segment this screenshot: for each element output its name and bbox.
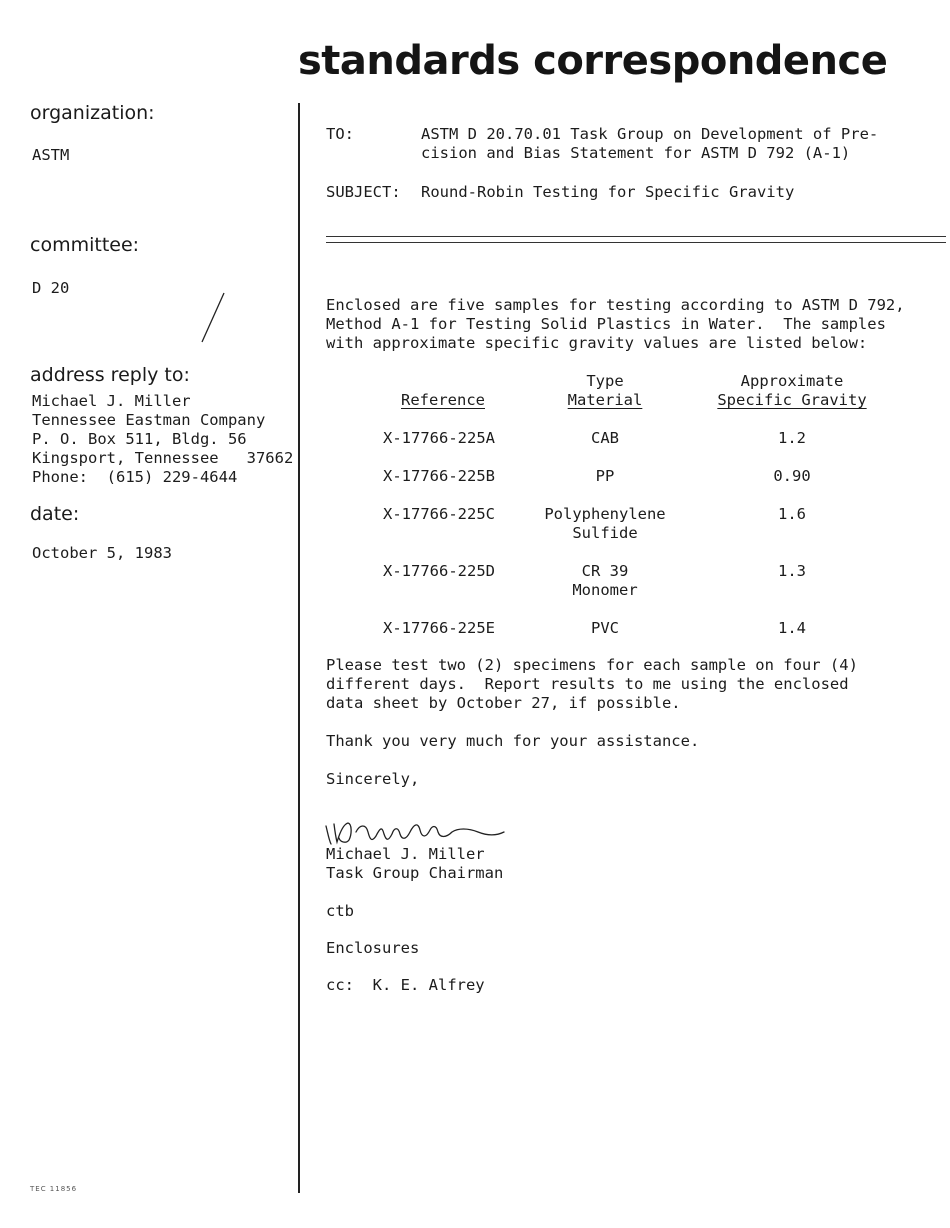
table-header-reference: Reference [401,391,485,409]
subject-label: SUBJECT: [326,183,401,201]
enclosures-line: Enclosures [326,939,420,957]
table-cell-sg: 1.6 [778,505,806,523]
table-header-material: Material [567,391,643,409]
form-code: TEC 11856 [30,1185,78,1193]
page-title: standards correspondence [298,38,888,84]
request-line: Please test two (2) specimens for each sample on four (4) [326,656,858,674]
table-cell-sg: 1.2 [778,429,806,447]
table-cell-sg: 1.3 [778,562,806,580]
table-cell-reference: X-17766-225D [383,562,495,580]
table-cell-reference: X-17766-225E [383,619,495,637]
signer-name: Michael J. Miller [326,845,485,863]
table-cell-type: PP [595,467,615,485]
vertical-divider [298,103,300,1193]
table-header-type: Type [586,372,624,390]
subject-value: Round-Robin Testing for Specific Gravity [421,183,795,201]
address-label: address reply to: [30,364,190,386]
table-cell-reference: X-17766-225B [383,467,495,485]
double-rule-divider [326,236,946,243]
organization-label: organization: [30,102,155,124]
thanks-line: Thank you very much for your assistance. [326,732,700,750]
table-cell-type: Polyphenylene [544,505,666,523]
intro-line: with approximate specific gravity values are listed below: [326,334,868,352]
table-cell-reference: X-17766-225A [383,429,495,447]
typist-initials: ctb [326,902,354,920]
pen-mark [196,290,230,346]
table-cell-sg: 1.4 [778,619,806,637]
table-cell-reference: X-17766-225C [383,505,495,523]
to-label: TO: [326,125,354,143]
table-cell-type: CR 39 [581,562,629,580]
signer-title: Task Group Chairman [326,864,504,882]
closing-line: Sincerely, [326,770,420,788]
table-cell-type: CAB [591,429,619,447]
committee-value: D 20 [32,279,70,297]
table-header-specific-gravity: Specific Gravity [717,391,867,409]
committee-label: committee: [30,234,140,256]
table-header-approximate: Approximate [740,372,844,390]
address-line: P. O. Box 511, Bldg. 56 [32,430,247,448]
table-cell-sg: 0.90 [773,467,811,485]
table-cell-type-line2: Sulfide [572,524,638,542]
cc-line: cc: K. E. Alfrey [326,976,485,994]
to-line: cision and Bias Statement for ASTM D 792 (A-1) [421,144,851,162]
table-cell-type: PVC [591,619,619,637]
address-line: Tennessee Eastman Company [32,411,266,429]
request-line: different days. Report results to me using the enclosed [326,675,849,693]
address-line: Kingsport, Tennessee 37662 [32,449,294,467]
organization-value: ASTM [32,146,70,164]
date-label: date: [30,503,80,525]
to-line: ASTM D 20.70.01 Task Group on Development of Pre- [421,125,879,143]
intro-line: Method A-1 for Testing Solid Plastics in Water. The samples [326,315,886,333]
table-cell-type-line2: Monomer [572,581,638,599]
address-line: Phone: (615) 229-4644 [32,468,238,486]
date-value: October 5, 1983 [32,544,172,562]
intro-line: Enclosed are five samples for testing according to ASTM D 792, [326,296,905,314]
address-line: Michael J. Miller [32,392,191,410]
request-line: data sheet by October 27, if possible. [326,694,681,712]
